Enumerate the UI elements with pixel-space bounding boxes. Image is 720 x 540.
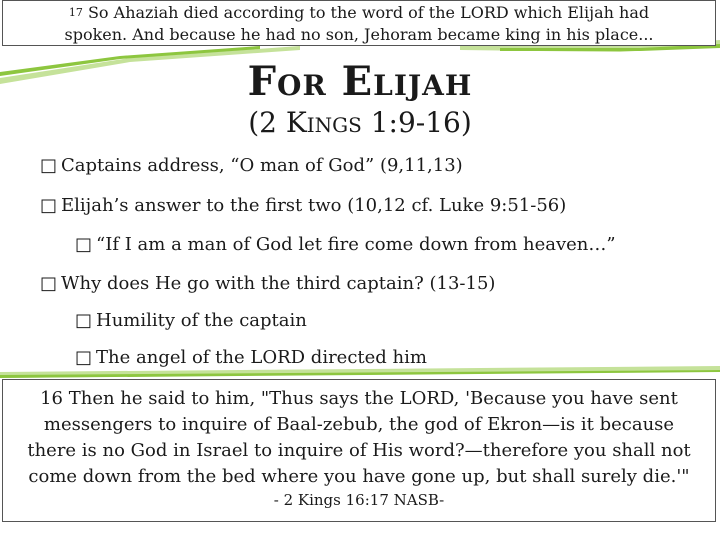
bottom-passage-line: there is no God in Israel to inquire of His word?—therefore you shall not — [27, 440, 691, 461]
verse-number: 17 — [68, 6, 83, 19]
bottom-passage-line: come down from the bed where you have gone up, but shall surely die.'" — [28, 466, 690, 487]
bullet-square-icon: □ — [40, 273, 58, 294]
bullet-square-icon: □ — [75, 347, 93, 368]
bullet-item: □ The angel of the LORD directed him — [75, 347, 427, 368]
top-scripture-box — [2, 0, 716, 46]
slide-title: For Elijah — [247, 58, 473, 105]
bottom-scripture-box — [2, 379, 716, 522]
bullet-square-icon: □ — [40, 155, 58, 176]
bullet-item: □ “If I am a man of God let fire come down from heaven…” — [75, 234, 616, 255]
bullet-item: □ Elijah’s answer to the first two (10,12 cf. Luke 9:51-56) — [40, 195, 567, 216]
scripture-citation: - 2 Kings 16:17 NASB- — [273, 491, 445, 509]
bullet-square-icon: □ — [40, 195, 58, 216]
top-passage-line-2: spoken. And because he had no son, Jehoram became king in his place... — [64, 25, 654, 44]
bullet-square-icon: □ — [75, 310, 93, 331]
bullet-item: □ Why does He go with the third captain? (13-15) — [40, 273, 496, 294]
bullet-item: □ Humility of the captain — [75, 310, 307, 331]
bullet-item: □ Captains address, “O man of God” (9,11,13) — [40, 155, 463, 176]
bottom-passage-line: messengers to inquire of Baal-zebub, the god of Ekron—is it because — [43, 414, 675, 435]
slide-reference: (2 Kings 1:9-16) — [248, 106, 472, 139]
bottom-passage-line: 16 Then he said to him, "Thus says the LORD, 'Because you have sent — [40, 388, 678, 409]
top-passage-line-1: $^{17}$ So Ahaziah died according to the word of the LORD which Elijah had — [68, 3, 650, 22]
bullet-square-icon: □ — [75, 234, 93, 255]
